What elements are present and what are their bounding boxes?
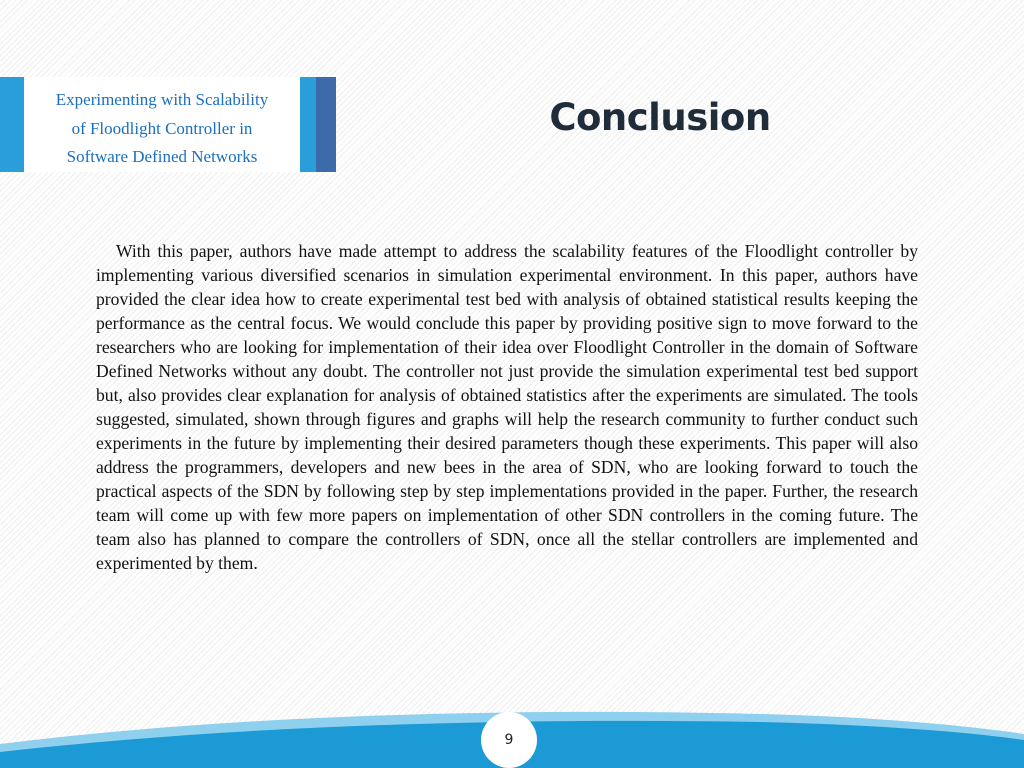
presentation-title-line-2: of Floodlight Controller in bbox=[71, 118, 253, 138]
presentation-title bbox=[24, 86, 300, 172]
slide-title: Conclusion bbox=[549, 96, 771, 139]
presentation-title-line-3: Software Defined Networks bbox=[66, 147, 258, 166]
page-number: 9 bbox=[504, 732, 514, 748]
presentation-title-line-1: Experimenting with Scalability bbox=[55, 90, 269, 109]
header-accent-left bbox=[0, 77, 24, 172]
presentation-title-box bbox=[0, 77, 336, 172]
conclusion-paragraph: With this paper, authors have made attempt to address the scalability features of the Floodlight controller by implementing various diversified scenarios in simulation experimental environment. In this paper, authors have provided the clear idea how to create experimental test bed with analysis of obtained statistical results keeping the performance as the central focus. We would conclude this paper by providing positive sign to move forward to the researchers who are looking for implementation of their idea over Floodlight Controller in the domain of Software Defined Networks without any doubt. The controller not just provide the simulation experimental test bed support but, also provides clear explanation for analysis of obtained statistics after the experiments are simulated. The tools suggested, simulated, shown through figures and graphs will help the research community to further conduct such experiments in the future by implementing their desired parameters though these experiments. This paper will also address the programmers, developers and new bees in the area of SDN, who are looking forward to touch the practical aspects of the SDN by following step by step implementations provided in the paper. Further, the research team will come up with few more papers on implementation of other SDN controllers in the coming future. The team also has planned to compare the controllers of SDN, once all the stellar controllers are implemented and experimented by them. bbox=[96, 241, 918, 573]
header-accent-blue bbox=[300, 77, 316, 172]
header-accent-dark bbox=[316, 77, 336, 172]
page-number-badge bbox=[481, 712, 537, 768]
